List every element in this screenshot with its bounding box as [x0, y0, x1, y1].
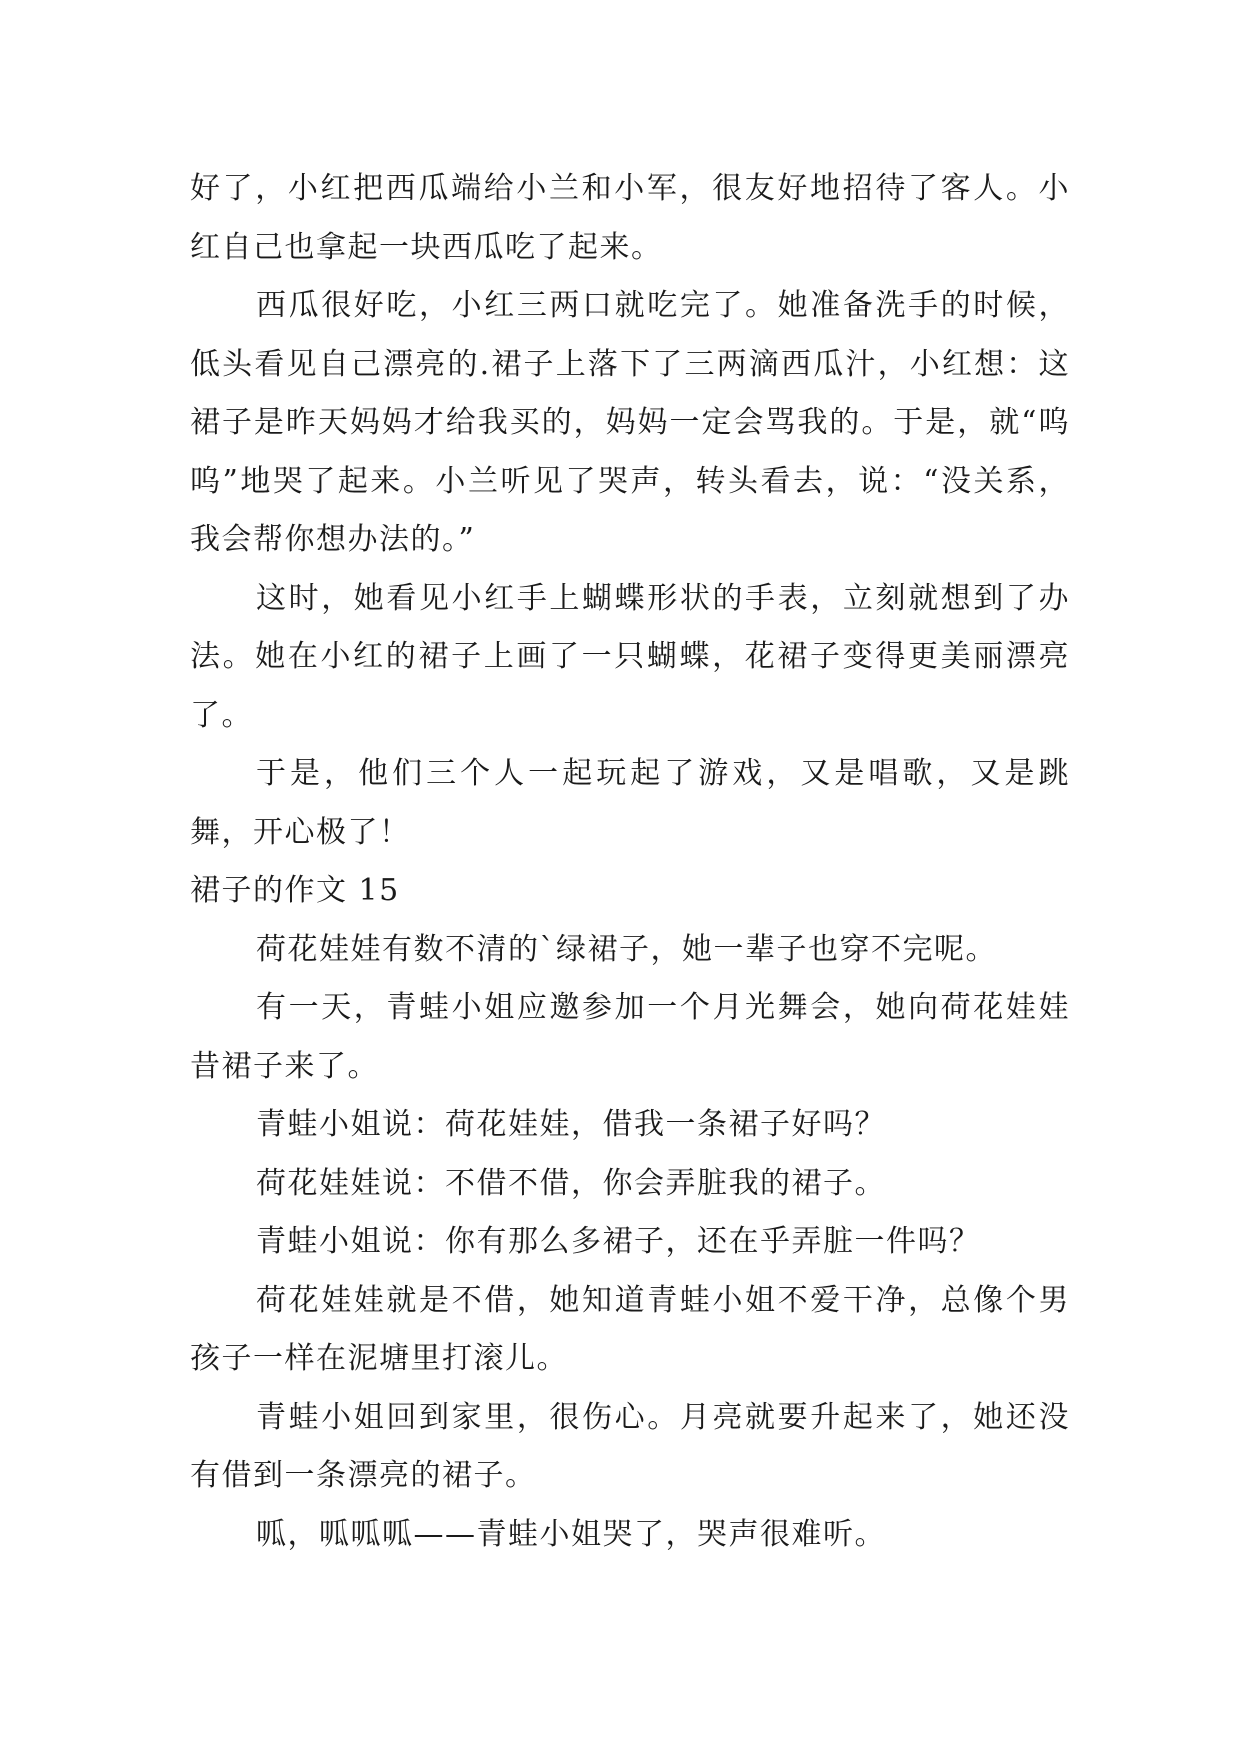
paragraph: 荷花娃娃有数不清的`绿裙子，她一辈子也穿不完呢。 [256, 931, 997, 967]
paragraph: 荷花娃娃说：不借不借，你会弄脏我的裙子。 [256, 1165, 886, 1201]
paragraph: 青蛙小姐说：荷花娃娃，借我一条裙子好吗？ [256, 1107, 886, 1142]
paragraph: 青蛙小姐回到家里，很伤心。月亮就要升起来了，她还没有借到一条漂亮的裙子。 [190, 1399, 1070, 1493]
paragraph: 荷花娃娃就是不借，她知道青蛙小姐不爱干净，总像个男孩子一样在泥塘里打滚儿。 [190, 1282, 1070, 1376]
section-title: 裙子的作文 15 [190, 873, 400, 908]
paragraph: 有一天，青蛙小姐应邀参加一个月光舞会，她向荷花娃娃昔裙子来了。 [190, 990, 1070, 1084]
paragraph: 好了，小红把西瓜端给小兰和小军，很友好地招待了客人。小红自己也拿起一块西瓜吃了起来。 [190, 171, 1070, 265]
paragraph: 呱，呱呱呱——青蛙小姐哭了，哭声很难听。 [256, 1516, 886, 1552]
paragraph: 西瓜很好吃，小红三两口就吃完了。她准备洗手的时候，低头看见自己漂亮的.裙子上落下了三两滴西瓜汁，小红想：这裙子是昨天妈妈才给我买的，妈妈一定会骂我的。于是，就“呜呜”地哭了起来。小兰听见了哭声，转头看去，说：“没关系，我会帮你想办法的。” [190, 288, 1070, 557]
paragraph: 这时，她看见小红手上蝴蝶形状的手表，立刻就想到了办法。她在小红的裙子上画了一只蝴蝶，花裙子变得更美丽漂亮了。 [190, 580, 1070, 733]
document-body [190, 160, 1070, 1564]
paragraph: 于是，他们三个人一起玩起了游戏，又是唱歌，又是跳舞，开心极了！ [190, 756, 1070, 850]
paragraph: 青蛙小姐说：你有那么多裙子，还在乎弄脏一件吗？ [256, 1224, 981, 1259]
